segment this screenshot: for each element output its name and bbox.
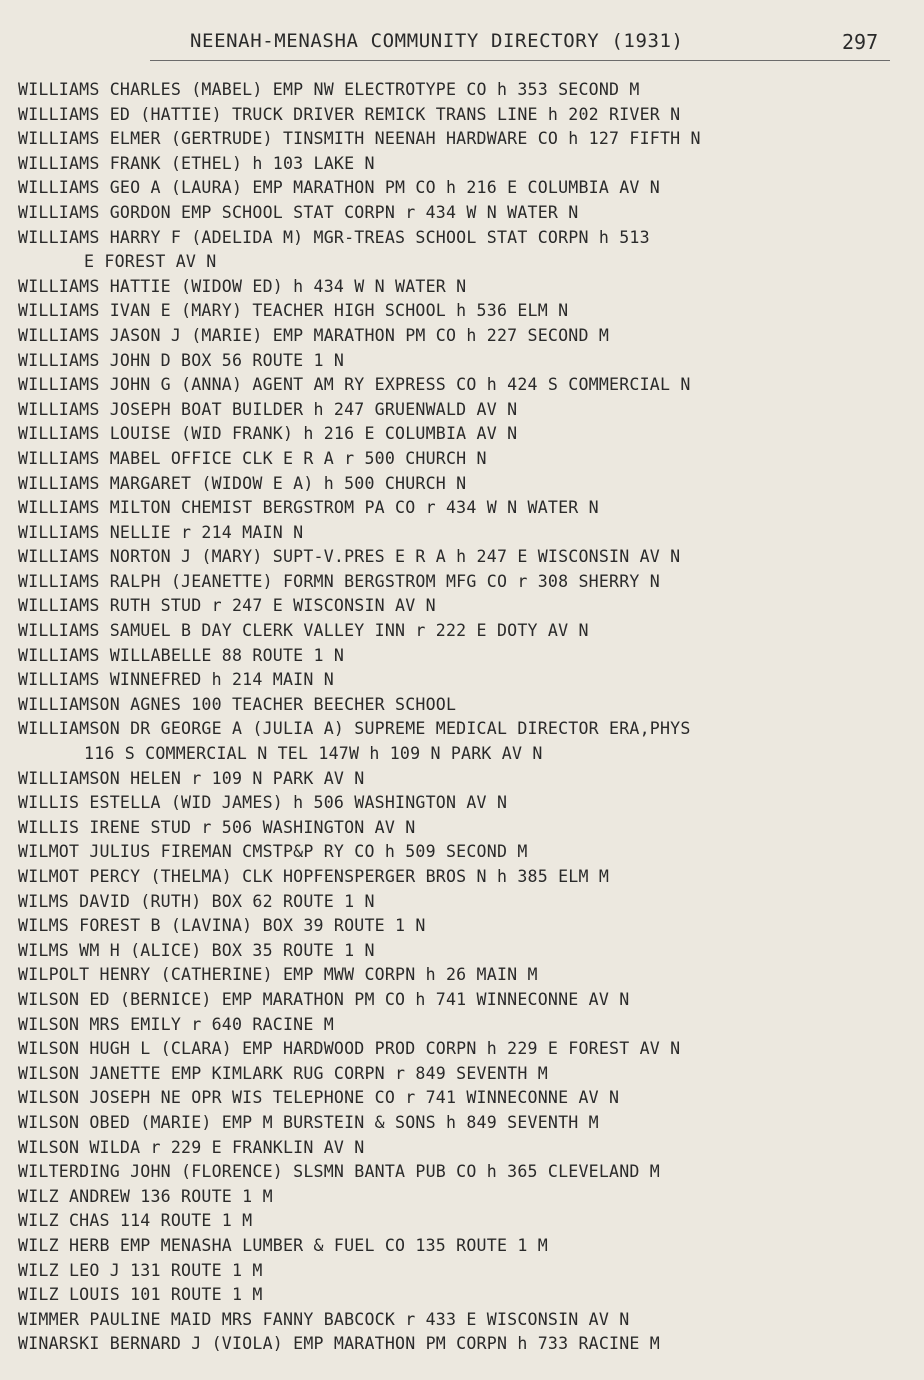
directory-entry: WILMS WM H (ALICE) BOX 35 ROUTE 1 N	[18, 940, 375, 960]
directory-entry-continuation: 116 S COMMERCIAL N TEL 147W h 109 N PARK AV N	[84, 744, 543, 764]
directory-entry: WILLIAMS HATTIE (WIDOW ED) h 434 W N WATER N	[18, 276, 467, 296]
directory-entry: WILSON JOSEPH NE OPR WIS TELEPHONE CO r 741 WINNECONNE AV N	[18, 1088, 620, 1108]
directory-entry: WILMOT JULIUS FIREMAN CMSTP&P RY CO h 509 SECOND M	[18, 842, 528, 862]
directory-entry: WILLIAMS HARRY F (ADELIDA M) MGR-TREAS SCHOOL STAT CORPN h 513	[18, 227, 650, 247]
directory-entry: WILLIAMS LOUISE (WID FRANK) h 216 E COLUMBIA AV N	[18, 424, 518, 444]
page-header	[0, 28, 924, 62]
directory-entry: WILTERDING JOHN (FLORENCE) SLSMN BANTA PUB CO h 365 CLEVELAND M	[18, 1162, 660, 1182]
directory-entry: WILZ HERB EMP MENASHA LUMBER & FUEL CO 135 ROUTE 1 M	[18, 1235, 548, 1255]
directory-entry: WILMS DAVID (RUTH) BOX 62 ROUTE 1 N	[18, 891, 375, 911]
directory-entry: WILLIAMS SAMUEL B DAY CLERK VALLEY INN r 222 E DOTY AV N	[18, 621, 589, 641]
directory-entry: WILMOT PERCY (THELMA) CLK HOPFENSPERGER BROS N h 385 ELM M	[18, 867, 610, 886]
directory-entry: WILLIAMS FRANK (ETHEL) h 103 LAKE N	[18, 153, 375, 173]
directory-entry: WILSON MRS EMILY r 640 RACINE M	[18, 1014, 334, 1034]
directory-entry: WIMMER PAULINE MAID MRS FANNY BABCOCK r 433 E WISCONSIN AV N	[18, 1309, 630, 1329]
directory-entry: WILSON JANETTE EMP KIMLARK RUG CORPN r 849 SEVENTH M	[18, 1063, 548, 1083]
directory-entry: WILLIAMS MARGARET (WIDOW E A) h 500 CHURCH N	[18, 473, 467, 493]
directory-entry: WILLIAMS RUTH STUD r 247 E WISCONSIN AV N	[18, 596, 436, 616]
directory-entry: WILLIAMS RALPH (JEANETTE) FORMN BERGSTROM MFG CO r 308 SHERRY N	[18, 571, 660, 591]
directory-entry: WILLIAMS MABEL OFFICE CLK E R A r 500 CHURCH N	[18, 448, 487, 468]
directory-entry: WILLIAMS ED (HATTIE) TRUCK DRIVER REMICK TRANS LINE h 202 RIVER N	[18, 104, 681, 124]
directory-entry-continuation: E FOREST AV N	[84, 252, 217, 272]
directory-entry: WILZ LEO J 131 ROUTE 1 M	[18, 1260, 263, 1280]
directory-entry: WILLIAMS JOSEPH BOAT BUILDER h 247 GRUENWALD AV N	[18, 399, 518, 419]
directory-entry: WILLIAMS WINNEFRED h 214 MAIN N	[18, 670, 334, 690]
directory-entry: WILSON ED (BERNICE) EMP MARATHON PM CO h 741 WINNECONNE AV N	[18, 989, 630, 1009]
directory-entry: WILZ CHAS 114 ROUTE 1 M	[18, 1211, 253, 1231]
directory-entry: WILLIAMS MILTON CHEMIST BERGSTROM PA CO r 434 W N WATER N	[18, 498, 599, 518]
directory-entry: WILZ ANDREW 136 ROUTE 1 M	[18, 1186, 273, 1206]
directory-entry: WILLIAMS NORTON J (MARY) SUPT-V.PRES E R A h 247 E WISCONSIN AV N	[18, 547, 681, 567]
directory-entry: WILSON WILDA r 229 E FRANKLIN AV N	[18, 1137, 365, 1157]
directory-entry: WILLIAMSON HELEN r 109 N PARK AV N	[18, 768, 365, 788]
directory-entry: WILLIAMS NELLIE r 214 MAIN N	[18, 522, 304, 542]
directory-entry: WILMS FOREST B (LAVINA) BOX 39 ROUTE 1 N	[18, 916, 426, 936]
directory-entry: WILLIAMS JOHN G (ANNA) AGENT AM RY EXPRESS CO h 424 S COMMERCIAL N	[18, 375, 691, 395]
directory-entry: WILLIAMSON AGNES 100 TEACHER BEECHER SCHOOL	[18, 694, 457, 714]
directory-entry: WILSON OBED (MARIE) EMP M BURSTEIN & SONS h 849 SEVENTH M	[18, 1112, 599, 1132]
directory-entry: WILSON HUGH L (CLARA) EMP HARDWOOD PROD CORPN h 229 E FOREST AV N	[18, 1039, 681, 1059]
directory-entry: WILLIAMS GORDON EMP SCHOOL STAT CORPN r 434 W N WATER N	[18, 202, 579, 222]
directory-title: NEENAH-MENASHA COMMUNITY DIRECTORY (1931)	[190, 30, 684, 52]
directory-entry: WILZ LOUIS 101 ROUTE 1 M	[18, 1285, 263, 1305]
directory-entry: WILLIAMS ELMER (GERTRUDE) TINSMITH NEENAH HARDWARE CO h 127 FIFTH N	[18, 129, 701, 149]
directory-entry: WILLIAMS GEO A (LAURA) EMP MARATHON PM CO h 216 E COLUMBIA AV N	[18, 178, 660, 198]
header-rule	[150, 60, 890, 61]
directory-entry: WILLIAMSON DR GEORGE A (JULIA A) SUPREME MEDICAL DIRECTOR ERA,PHYS	[18, 719, 691, 739]
directory-entry: WINARSKI BERNARD J (VIOLA) EMP MARATHON PM CORPN h 733 RACINE M	[18, 1334, 660, 1354]
directory-entry: WILLIAMS IVAN E (MARY) TEACHER HIGH SCHOOL h 536 ELM N	[18, 301, 569, 321]
directory-entry: WILLIAMS JOHN D BOX 56 ROUTE 1 N	[18, 350, 345, 370]
page-number: 297	[842, 30, 879, 54]
directory-entry: WILPOLT HENRY (CATHERINE) EMP MWW CORPN h 26 MAIN M	[18, 965, 538, 985]
directory-entry: WILLIAMS JASON J (MARIE) EMP MARATHON PM CO h 227 SECOND M	[18, 325, 610, 345]
directory-entry: WILLIAMS CHARLES (MABEL) EMP NW ELECTROTYPE CO h 353 SECOND M	[18, 80, 640, 99]
directory-entries	[18, 78, 913, 1357]
directory-entry: WILLIS ESTELLA (WID JAMES) h 506 WASHINGTON AV N	[18, 793, 508, 813]
directory-entry: WILLIS IRENE STUD r 506 WASHINGTON AV N	[18, 817, 416, 837]
directory-entry: WILLIAMS WILLABELLE 88 ROUTE 1 N	[18, 645, 345, 665]
